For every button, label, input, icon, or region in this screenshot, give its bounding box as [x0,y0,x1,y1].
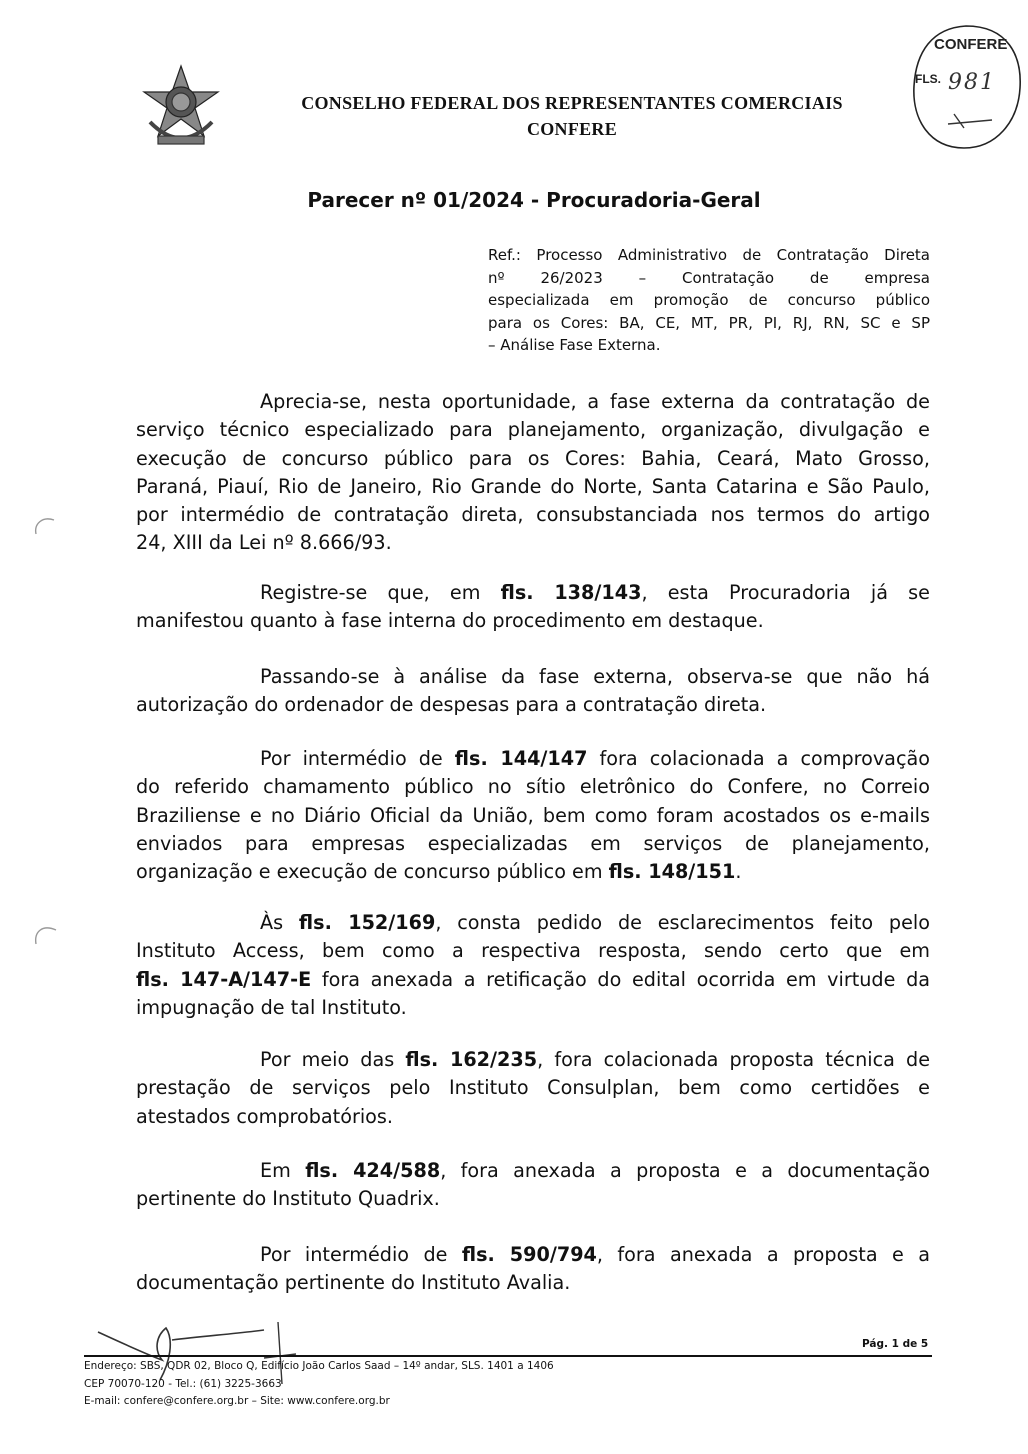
text-run: Por meio das [260,1048,406,1071]
paragraph [136,909,930,1022]
page-reference: fls. 148/151 [608,860,736,884]
stamp-title: CONFERE [934,36,1008,53]
paragraph-line [136,745,930,773]
document-title: Parecer nº 01/2024 - Procuradoria-Geral [307,188,761,212]
reference-line: nº 26/2023 – Contratação de empresa [488,268,930,287]
reference-line: especializada em promoção de concurso público [488,291,930,309]
text-run: Em [260,1159,306,1182]
paragraph-line: impugnação de tal Instituto. [136,995,407,1019]
text-run: , fora colacionada proposta técnica de [537,1048,931,1071]
paragraph-line: prestação de serviços pelo Instituto Consulplan, bem como certidões e [136,1076,930,1100]
paragraph-line: Braziliense e no Diário Oficial da União, bem como foram acostados os e-mails [136,803,930,827]
reference-line: Ref.: Processo Administrativo de Contratação Direta [488,246,930,264]
paragraph-line: por intermédio de contratação direta, consubstanciada nos termos do artigo [136,503,930,527]
text-run: fora colacionada a comprovação [587,747,930,770]
paragraph [136,1157,930,1214]
paragraph-line [136,1241,930,1269]
text-run: , fora anexada a proposta e a [596,1243,930,1266]
paragraph-line [136,1046,930,1074]
paragraph [136,663,930,720]
paragraph-line: execução de concurso público para os Cores: Bahia, Ceará, Mato Grosso, [136,446,930,470]
paragraph-line [136,966,930,994]
text-run: Por intermédio de [260,1243,462,1266]
text-run: fora anexada a retificação do edital ocorrida em virtude da [311,967,931,991]
hole-punch-mark-icon [30,920,60,950]
page-reference: fls. 590/794 [461,1243,597,1266]
page-reference: fls. 152/169 [298,911,436,934]
organization-header [230,90,914,142]
paragraph-line [136,858,930,886]
text-run: Por intermédio de [260,747,455,770]
paragraph-line: autorização do ordenador de despesas para a contratação direta. [136,693,767,717]
paragraph [136,1241,930,1298]
paragraph-line: Aprecia-se, nesta oportunidade, a fase externa da contratação de [260,390,930,413]
text-run: Registre-se que, em [260,581,501,604]
footer-divider [84,1355,932,1357]
paragraph [136,579,930,636]
paragraph-line: do referido chamamento público no sítio eletrônico do Confere, no Correio [136,775,930,799]
page-number: Pág. 1 de 5 [862,1338,929,1350]
paragraph-line: manifestou quanto à fase interna do procedimento em destaque. [136,609,764,633]
paragraph-line: enviados para empresas especializadas em serviços de planejamento, [136,831,930,855]
paragraph [136,745,930,886]
page-reference: fls. 147-A/147-E [136,967,312,991]
paragraph-line: 24, XIII da Lei nº 8.666/93. [136,531,392,555]
paragraph-line: atestados comprobatórios. [136,1104,393,1128]
organization-acronym: CONFERE [526,119,618,139]
paragraph-line: pertinente do Instituto Quadrix. [136,1187,440,1211]
hole-punch-mark-icon [30,512,60,542]
paragraph-line: Paraná, Piauí, Rio de Janeiro, Rio Grande do Norte, Santa Catarina e São Paulo, [136,474,930,498]
paragraph-line: Passando-se à análise da fase externa, observa-se que não há [260,665,930,688]
stamp-fls-label: FLS. [915,72,941,86]
paragraph-line [136,579,930,607]
paragraph [136,1046,930,1131]
paragraph-line: Instituto Access, bem como a respectiva resposta, sendo certo que em [136,939,930,963]
reference-line: – Análise Fase Externa. [488,336,661,354]
footer-contact: CEP 70070-120 - Tel.: (61) 3225-3663 [84,1377,282,1390]
page-reference: fls. 138/143 [500,581,642,604]
page-reference: fls. 162/235 [405,1048,538,1071]
footer-address: Endereço: SBS, QDR 02, Bloco Q, Edifício João Carlos Saad – 14º andar, SLS. 1401 a 1406 [84,1360,554,1372]
text-run: , esta Procuradoria já se [641,581,930,604]
paragraph [136,388,930,558]
reference-block [488,244,930,357]
page-reference: fls. 144/147 [454,747,588,770]
footer-email: E-mail: confere@confere.org.br – Site: www.confere.org.br [84,1395,390,1407]
paragraph-line [136,909,930,937]
stamp-page-number: 981 [948,70,996,95]
reference-line: para os Cores: BA, CE, MT, PR, PI, RJ, RN, SC e SP [488,313,930,332]
text-run: organização e execução de concurso público em [136,860,609,884]
paragraph-line: serviço técnico especializado para planejamento, organização, divulgação e [136,418,930,442]
organization-name: CONSELHO FEDERAL DOS REPRESENTANTES COMERCIAIS [301,93,843,113]
text-run: , fora anexada a proposta e a documentação [440,1159,930,1182]
page-reference: fls. 424/588 [305,1159,441,1182]
text-run: . [735,860,742,884]
paragraph-line [136,1157,930,1185]
footer [84,1358,554,1411]
text-run: , consta pedido de esclarecimentos feito pelo [435,911,930,934]
paragraph-line: documentação pertinente do Instituto Avalia. [136,1271,571,1295]
coat-of-arms-icon [140,62,222,152]
text-run: Às [260,911,299,934]
